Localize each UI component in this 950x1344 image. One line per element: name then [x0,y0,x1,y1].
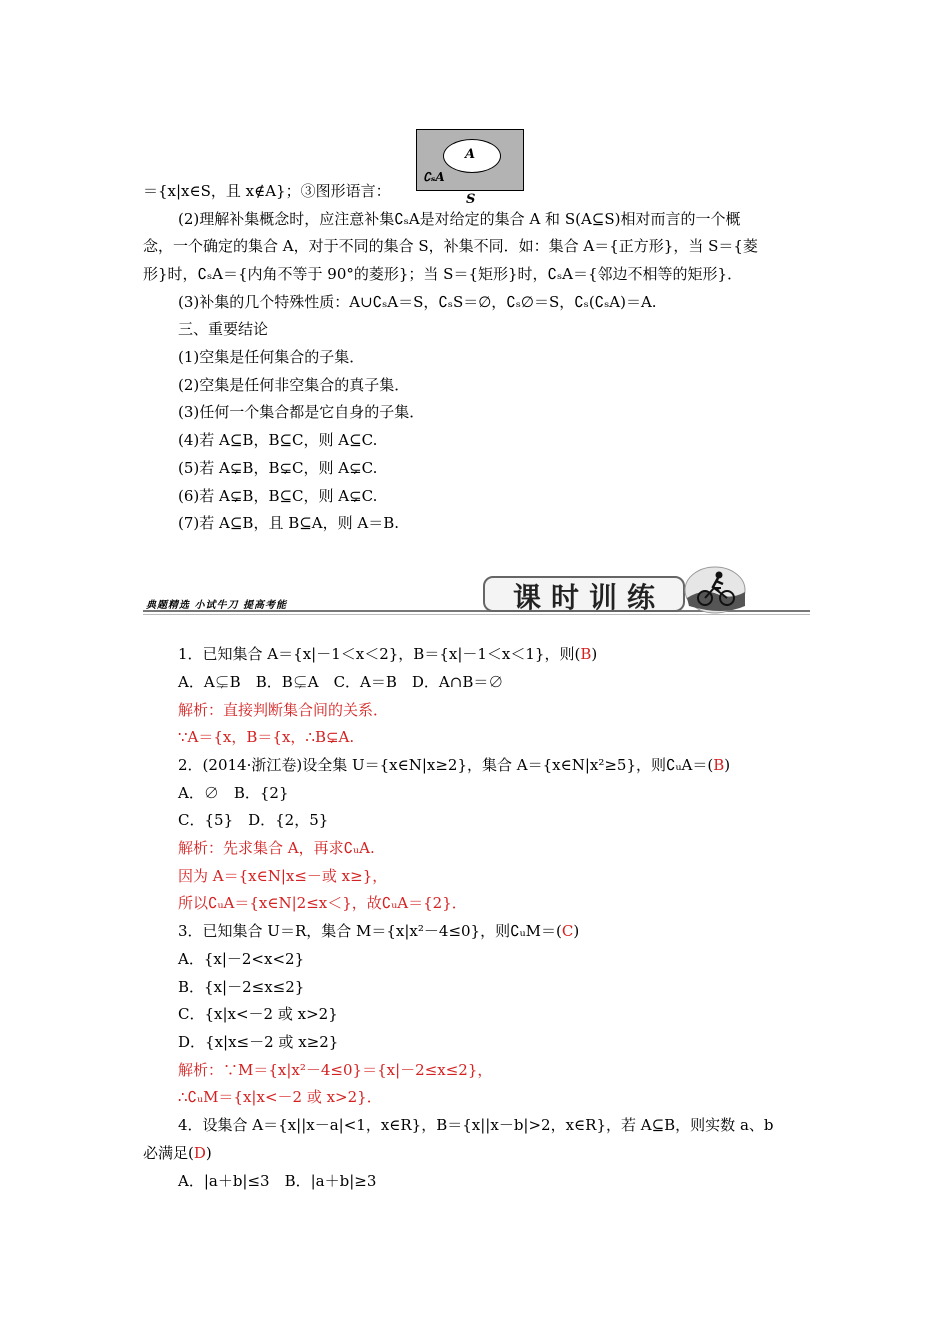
banner-tagline: 典题精选 小试牛刀 提高考能 [146,600,287,611]
line-text: C．{x|x<－2 或 x>2} [178,1005,338,1023]
text-line [178,347,364,367]
text-line [178,458,377,478]
line-text: 念，一个确定的集合 A，对于不同的集合 S，补集不同．如：集合 A＝{正方形}，当 S＝{菱 [143,237,758,255]
text-line [178,1087,382,1107]
text-line [178,513,399,533]
text-line [178,486,377,506]
text-line [178,375,409,395]
line-text: (4)若 A⊆B，B⊆C，则 A⊆C. [178,431,378,449]
text-line [178,430,377,450]
line-text: (2)空集是任何非空集合的真子集． [178,376,410,394]
answer-letter: B [713,756,725,774]
text-line [178,866,387,886]
text-line [178,209,740,229]
line-text: 所以∁ᵤA＝{x∈N|2≤x＜}，故∁ᵤA＝{2}． [178,894,467,912]
text-line [178,893,467,913]
line-text: (7)若 A⊆B，且 B⊆A，则 A＝B. [178,514,400,532]
text-line [178,727,354,747]
line-text: ＝{x|x∈S，且 x∉A}；③图形语言： [143,182,391,200]
text-line [178,949,304,969]
text-line [178,292,657,312]
line-text: 三、重要结论 [178,320,269,338]
line-text: 因为 A＝{x∈N|x≤－或 x≥}， [178,867,388,885]
line-text: ∵A＝{x，B＝{x，∴B⊊A. [178,728,355,746]
line-text: (3)补集的几个特殊性质：A∪∁ₛA＝S，∁ₛS＝∅，∁ₛ∅＝S，∁ₛ(∁ₛA)＝A. [178,293,657,311]
text-line [178,700,388,720]
line-text: B．{x|－2≤x≤2} [178,978,305,996]
text-line [178,1032,338,1052]
line-text: A．∅ B．{2} [178,784,289,802]
text-line [178,1115,774,1135]
text-line [178,1171,376,1191]
text-line [178,977,304,997]
text-line [143,236,758,256]
cyclist-icon [683,562,747,614]
text-line [178,402,424,422]
line-text: (6)若 A⊊B，B⊆C，则 A⊊C. [178,487,378,505]
line-text: ∴∁ᵤM＝{x|x<－2 或 x>2}． [178,1088,382,1106]
section-banner [143,560,810,616]
line-text: A．{x|－2<x<2} [178,950,305,968]
line-text: A．A⊊B B．B⊊A C．A＝B D．A∩B＝∅ [178,673,504,691]
banner-rule-thin [143,614,810,615]
line-text: (3)任何一个集合都是它自身的子集． [178,403,425,421]
banner-title: 课时训练 [513,581,666,614]
text-line [178,644,597,664]
line-text: 必满足( [143,1144,194,1162]
universe-label: S [466,192,476,207]
answer-letter: C [561,922,574,940]
line-text: C．{5} D．{2，5} [178,811,329,829]
answer-letter: B [580,645,592,663]
complement-label: ∁ₛA [423,170,445,184]
text-line [143,181,391,201]
text-line [178,319,268,339]
line-text: 解析：直接判断集合间的关系． [178,701,389,719]
line-text: (2)理解补集概念时，应注意补集∁ₛA是对给定的集合 A 和 S(A⊆S)相对而言的一个概 [178,210,741,228]
line-text: A．|a＋b|≤3 B．|a＋b|≥3 [178,1172,377,1190]
text-line [143,1143,212,1163]
text-line [178,755,730,775]
line-text: 形}时，∁ₛA＝{内角不等于 90°的菱形}；当 S＝{矩形}时，∁ₛA＝{邻边不相等的矩形}． [143,265,743,283]
text-line [178,672,503,692]
text-line [178,921,579,941]
text-line [178,783,289,803]
answer-paren: ) [724,756,731,774]
answer-letter: D [193,1144,206,1162]
text-line [143,264,742,284]
line-text: (5)若 A⊊B，B⊊C，则 A⊊C. [178,459,378,477]
answer-paren: ) [205,1144,212,1162]
set-a-label: A [465,147,476,162]
venn-diagram [416,129,524,191]
text-line [178,1004,338,1024]
line-text: D．{x|x≤－2 或 x≥2} [178,1033,339,1051]
answer-paren: ) [573,922,580,940]
text-line [178,810,328,830]
text-line [178,1060,492,1080]
line-text: 3．已知集合 U＝R，集合 M＝{x|x²－4≤0}，则∁ᵤM＝( [178,922,562,940]
line-text: 解析：先求集合 A，再求∁ᵤA. [178,839,375,857]
line-text: 2．(2014·浙江卷)设全集 U＝{x∈N|x≥2}，集合 A＝{x∈N|x²≥5}，则∁ᵤA＝( [178,756,714,774]
answer-paren: ) [591,645,598,663]
line-text: (1)空集是任何集合的子集． [178,348,365,366]
line-text: 4．设集合 A＝{x||x－a|<1，x∈R}，B＝{x||x－b|>2，x∈R}，若 A⊆B，则实数 a、b [178,1116,774,1134]
text-line [178,838,375,858]
line-text: 解析：∵M＝{x|x²－4≤0}＝{x|－2≤x≤2}， [178,1061,493,1079]
line-text: 1．已知集合 A＝{x|－1＜x＜2}，B＝{x|－1＜x＜1}，则( [178,645,581,663]
